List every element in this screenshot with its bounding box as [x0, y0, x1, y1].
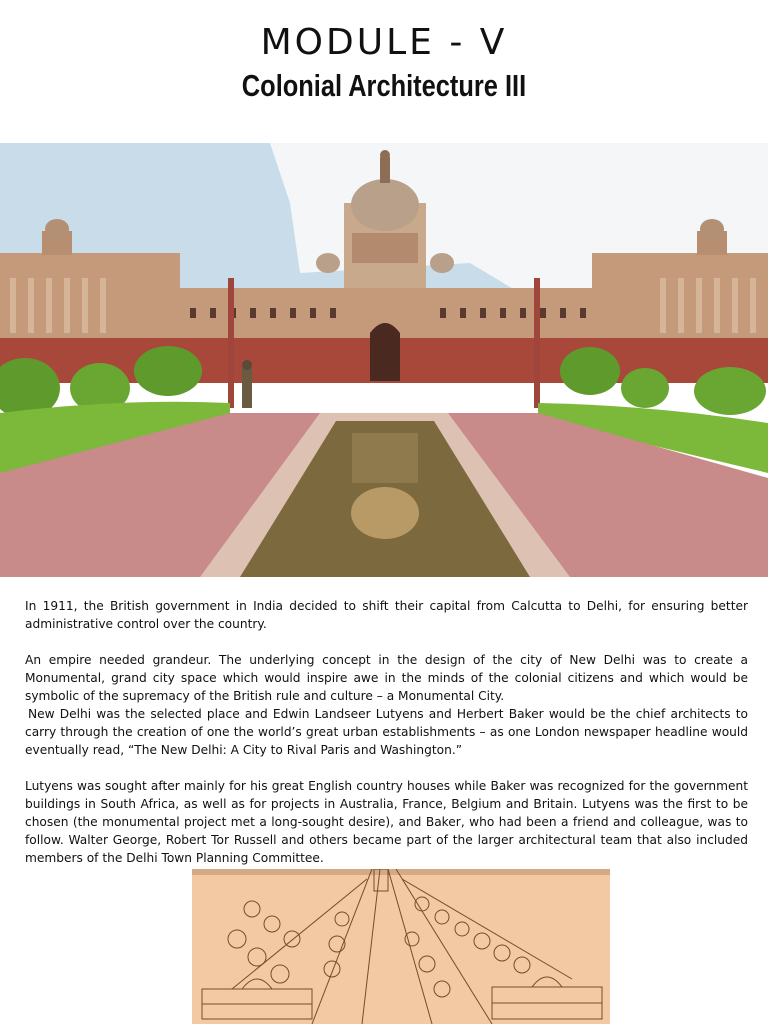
- palace-photo: [0, 143, 768, 577]
- city-plan-sketch-icon: [192, 869, 610, 1024]
- page-subtitle: Colonial Architecture III: [241, 68, 527, 103]
- paragraph-3: New Delhi was the selected place and Edwin Landseer Lutyens and Herbert Baker would be the chief architects to carry through the creation of one the world’s great urban establishments – as one London newspaper headline would eventually read, “The New Delhi: A City to Rival Paris and Washington.”: [25, 707, 748, 757]
- paragraph-2: An empire needed grandeur. The underlying concept in the design of the city of New Delhi was to create a Monumental, grand city space which would inspire awe in the minds of the colonial citizens and which would be symbolic of the supremacy of the British rule and culture – a Monumental City.: [25, 653, 748, 703]
- paragraph-1: In 1911, the British government in India decided to shift their capital from Calcutta to Delhi, for ensuring better administrative control over the country.: [25, 599, 748, 631]
- module-title: MODULE - V: [260, 22, 508, 63]
- body-text: [25, 597, 748, 867]
- paragraph-4: Lutyens was sought after mainly for his great English country houses while Baker was recognized for the government buildings in South Africa, as well as for projects in Australia, France, Belgium and Britain. Lutyens was the first to be chosen (the monumental project met a long-sought desire), and Baker, who had been a friend and colleague, was to follow. Walter George, Robert Tor Russell and others became part of the larger architectural team that also included members of the Delhi Town Planning Committee.: [25, 779, 748, 865]
